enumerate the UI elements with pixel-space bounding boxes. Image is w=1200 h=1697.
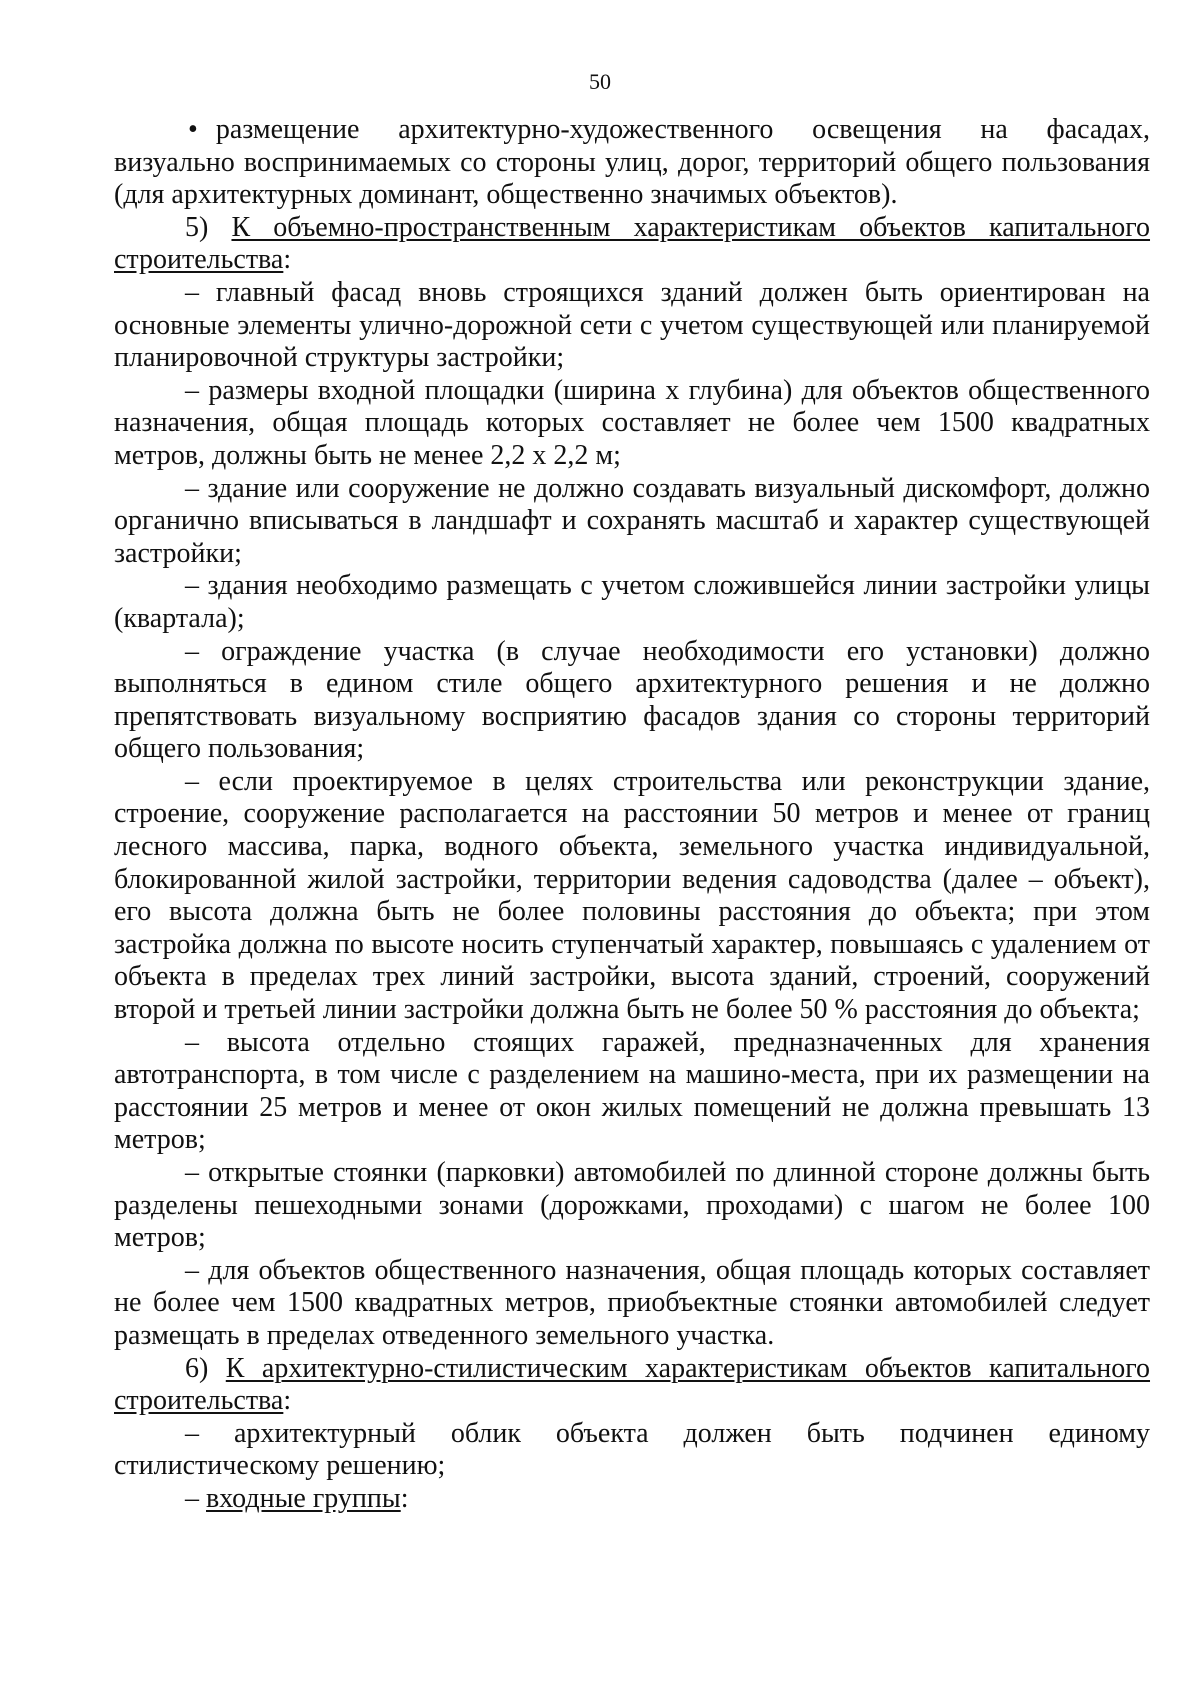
list-item-main-facade: – главный фасад вновь строящихся зданий должен быть ориентирован на основные элементы улично-дорожной сети с учетом существующей или планируемой планировочной структуры застройки; <box>114 276 1150 374</box>
section-title: К архитектурно-стилистическим характеристикам объектов капитального строительства <box>114 1352 1151 1417</box>
list-item-parking-public: – для объектов общественного назначения, общая площадь которых составляет не более чем 1500 квадратных метров, приобъектные стоянки автомобилей следует размещать в пределах отведенного земельного участка. <box>114 1254 1150 1351</box>
document-body <box>114 114 1150 1516</box>
section-6-heading <box>114 1353 1150 1418</box>
list-item-visual-comfort: – здание или сооружение не должно создавать визуальный дискомфорт, должно органично вписываться в ландшафт и сохранять масштаб и характер существующей застройки; <box>114 472 1150 569</box>
list-item-garages: – высота отдельно стоящих гаражей, предназначенных для хранения автотранспорта, в том числе с разделением на машино-места, при их размещении на расстоянии 25 метров и менее от окон жилых помещений не должна превышать 13 метров; <box>114 1026 1150 1156</box>
section-number: 6) <box>185 1352 209 1384</box>
list-item-fencing: – ограждение участка (в случае необходимости его установки) должно выполняться в едином стиле общего архитектурного решения и не должно препятствовать визуальному восприятию фасадов здания со стороны территорий общего пользования; <box>114 635 1150 765</box>
list-item-height-limit: – если проектируемое в целях строительства или реконструкции здание, строение, сооружение располагается на расстоянии 50 метров и менее от границ лесного массива, парка, водного объекта, земельного участка индивидуальной, блокированной жилой застройки, территории ведения садоводства (далее – объект), его высота должна быть не более половины расстояния до объекта; при этом застройка должна по высоте носить ступенчатый характер, повышаясь с удалением от объекта в пределах трех линий застройки, высота зданий, строений, сооружений второй и третьей линии застройки должна быть не более 50 % расстояния до объекта; <box>114 765 1150 1026</box>
list-item-entrance-groups <box>114 1483 1150 1516</box>
list-dash: – <box>185 1482 199 1514</box>
list-item-entrance-size: – размеры входной площадки (ширина х глубина) для объектов общественного назначения, общая площадь которых составляет не более чем 1500 квадратных метров, должны быть не менее 2,2 х 2,2 м; <box>114 374 1150 471</box>
bullet-icon: • <box>188 114 198 145</box>
heading-colon: : <box>283 1385 292 1417</box>
bullet-paragraph-lighting <box>114 114 1150 212</box>
entrance-groups-label: входные группы <box>206 1482 401 1514</box>
section-5-heading <box>114 212 1150 277</box>
list-item-building-line: – здания необходимо размещать с учетом сложившейся линии застройки улицы (квартала); <box>114 570 1150 634</box>
heading-colon: : <box>400 1482 409 1514</box>
list-item-parking: – открытые стоянки (парковки) автомобилей по длинной стороне должны быть разделены пешеходными зонами (дорожками, проходами) с шагом не более 100 метров; <box>114 1157 1150 1254</box>
page-number: 50 <box>589 69 611 94</box>
section-number: 5) <box>185 211 209 243</box>
bullet-text: размещение архитектурно-художественного освещения на фасадах, визуально воспринимаемых со стороны улиц, дорог, территорий общего пользования (для архитектурных доминант, общественно значимых объектов). <box>114 114 1150 211</box>
list-item-appearance: – архитектурный облик объекта должен быть подчинен единому стилистическому решению; <box>114 1417 1150 1482</box>
heading-colon: : <box>283 244 292 276</box>
section-title: К объемно-пространственным характеристикам объектов капитального строительства <box>114 211 1151 276</box>
